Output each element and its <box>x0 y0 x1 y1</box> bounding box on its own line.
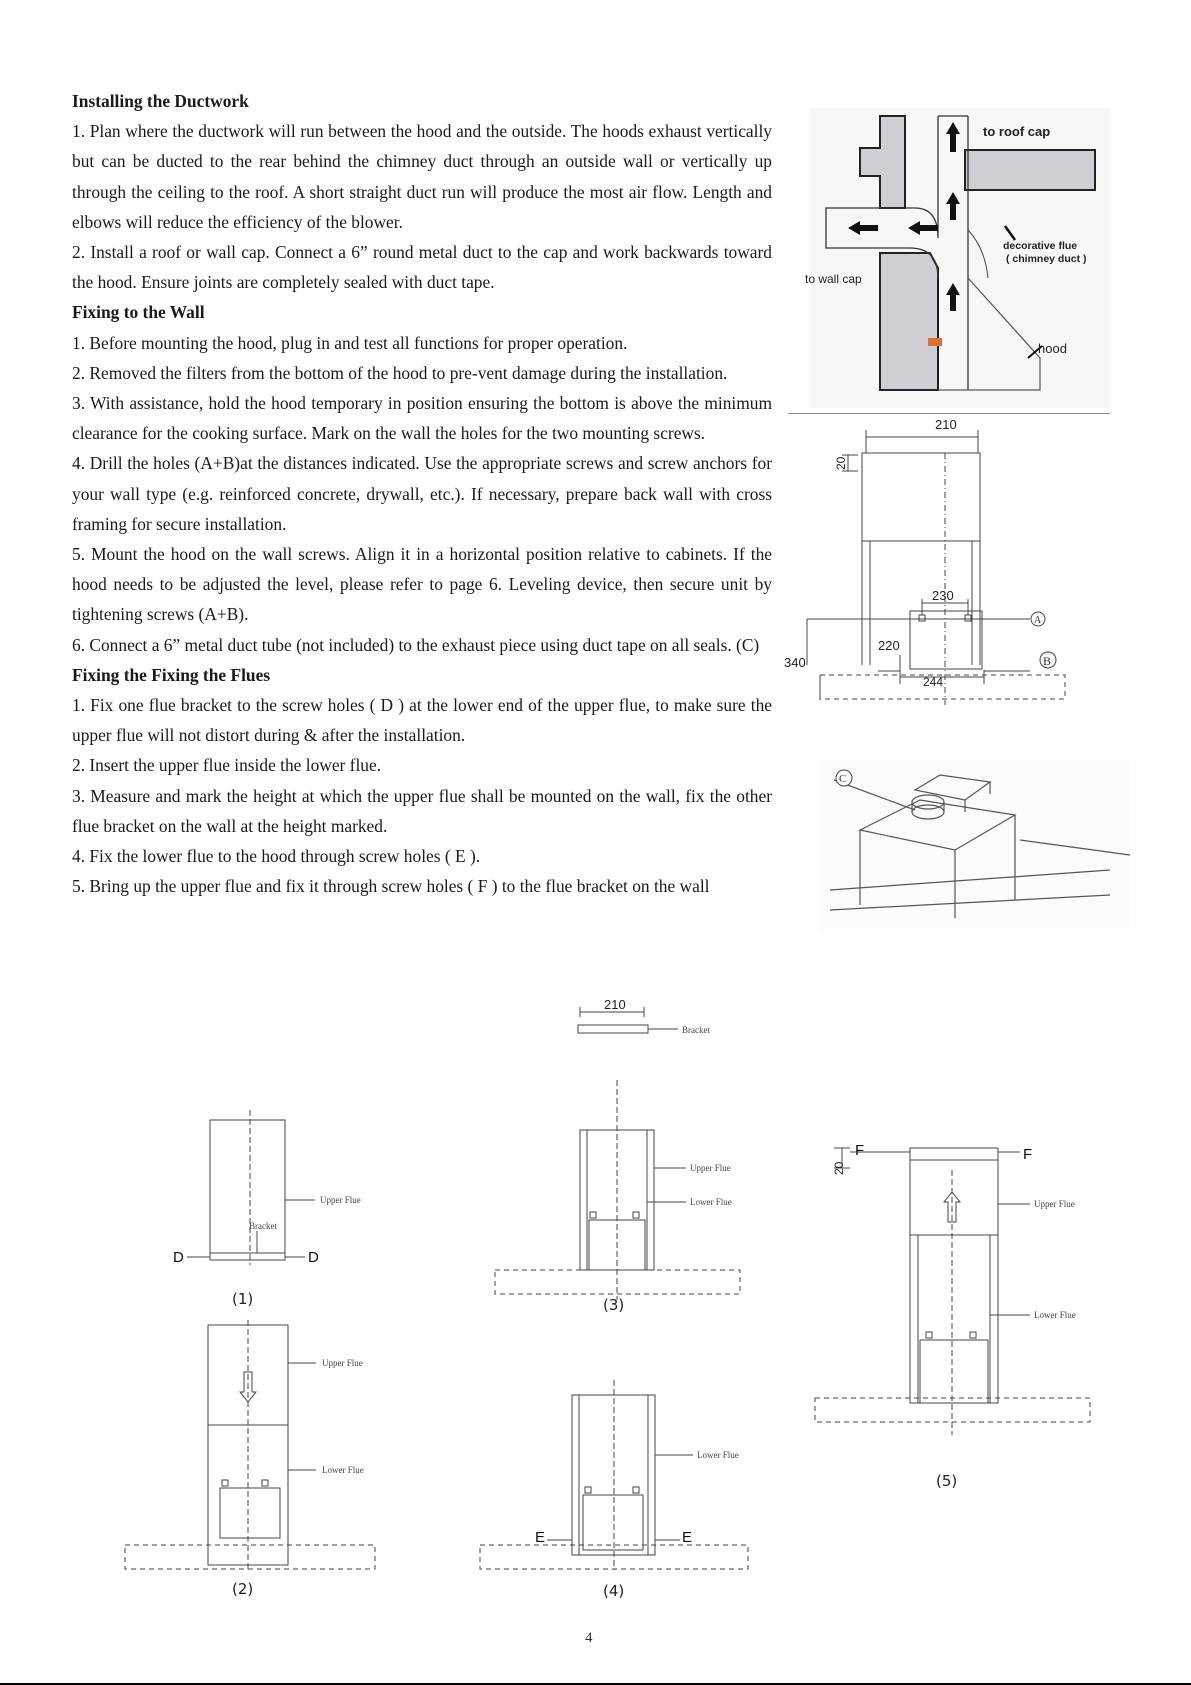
fig5-dim-20: 20 <box>832 1161 846 1175</box>
fig1-d-left: D <box>173 1249 184 1266</box>
ductwork-step-1: 1. Plan where the ductwork will run between the hood and the outside. The hoods exhaust vertically but can be ducted to the rear behind the chimney duct through an outside wall or vertically up through the ceiling to the roof. A short straight duct run will produce the most air flow. Length and elbows will reduce the efficiency of the blower. <box>72 121 772 232</box>
section-heading-ductwork: Installing the Ductwork <box>72 91 249 111</box>
to-wall-cap-label: to wall cap <box>805 272 862 286</box>
flue-step-4: 4. Fix the lower flue to the hood through screw holes ( E ). <box>72 846 481 867</box>
wall-step-3: 3. With assistance, hold the hood temporary in position ensuring the bottom is above the minimum clearance for the cooking surface. Mark on the wall the holes for the two mounting screws. <box>72 393 772 444</box>
flue-step-3: 3. Measure and mark the height at which the upper flue shall be mounted on the wall, fix the other flue bracket on the wall at the height marked. <box>72 785 772 836</box>
wall-step-2: 2. Removed the filters from the bottom of the hood to pre-vent damage during the installation. <box>72 362 728 383</box>
fig5-f-right: F <box>1023 1146 1033 1163</box>
flue-figure-5 <box>810 1130 1105 1435</box>
section-heading-flues: Fixing the Fixing the Flues <box>72 664 271 685</box>
instructions-text <box>72 86 772 901</box>
flue-step-5: 5. Bring up the upper flue and fix it through screw holes ( F ) to the flue bracket on the wall <box>72 876 710 897</box>
to-roof-cap-label: to roof cap <box>983 124 1051 139</box>
flue-step-1: 1. Fix one flue bracket to the screw holes ( D ) at the lower end of the upper flue, to make sure the upper flue will not distort during & after the installation. <box>72 695 772 746</box>
bracket-label: Bracket <box>682 1025 710 1035</box>
fig1-d-right: D <box>308 1249 319 1266</box>
screw-b-label: B <box>1043 654 1052 668</box>
flue-figure-2 <box>120 1320 390 1570</box>
bracket-dim-210: 210 <box>604 997 626 1012</box>
exhaust-c-label: C <box>839 773 847 785</box>
flue-figure-4 <box>475 1380 755 1570</box>
dim-340: 340 <box>784 655 806 670</box>
fig4-lower-flue-label: Lower Flue <box>697 1450 739 1460</box>
fig3-upper-flue-label: Upper Flue <box>690 1163 731 1173</box>
fig3-caption: (3) <box>603 1296 625 1314</box>
fig4-caption: (4) <box>603 1582 625 1600</box>
wall-step-4: 4. Drill the holes (A+B)at the distances indicated. Use the appropriate screws and screw anchors for your wall type (e.g. reinforced concrete, drywall, etc.). If necessary, prepare back wall with cross framing for secure installation. <box>72 453 772 534</box>
fig5-f-left: F <box>855 1142 865 1159</box>
fig5-caption: (5) <box>936 1472 958 1490</box>
fig2-upper-flue-label: Upper Flue <box>322 1358 363 1368</box>
dim-220: 220 <box>878 638 900 653</box>
dim-210: 210 <box>935 417 957 432</box>
decorative-flue-label: decorative flue <box>1003 240 1078 252</box>
dim-230: 230 <box>932 588 954 603</box>
fig4-e-right: E <box>682 1529 693 1546</box>
diagram-separator <box>788 413 1110 414</box>
screw-a-label: A <box>1034 615 1042 626</box>
fig1-bracket-label: Bracket <box>249 1221 277 1231</box>
wall-step-1: 1. Before mounting the hood, plug in and test all functions for proper operation. <box>72 332 628 353</box>
dim-20: 20 <box>834 456 848 470</box>
fig2-lower-flue-label: Lower Flue <box>322 1465 364 1475</box>
flue-figure-1 <box>165 1105 415 1265</box>
section-heading-wall: Fixing to the Wall <box>72 302 205 323</box>
wall-step-5: 5. Mount the hood on the wall screws. Align it in a horizontal position relative to cabinets. If the hood needs to be adjusted the level, please refer to page 6. Leveling device, then secure unit by tightening screws (A+B). <box>72 544 772 625</box>
fig2-caption: (2) <box>232 1580 254 1598</box>
fig5-lower-flue-label: Lower Flue <box>1034 1310 1076 1320</box>
exhaust-piece-diagram <box>820 760 1130 930</box>
fig3-lower-flue-label: Lower Flue <box>690 1197 732 1207</box>
flue-step-2: 2. Insert the upper flue inside the lower flue. <box>72 755 382 776</box>
flue-figure-3 <box>490 1080 750 1300</box>
ductwork-step-2: 2. Install a roof or wall cap. Connect a 6” round metal duct to the cap and work backwards toward the hood. Ensure joints are completely sealed with duct tape. <box>72 242 772 293</box>
bracket-figure <box>570 995 740 1055</box>
fig1-upper-flue-label: Upper Flue <box>320 1195 361 1205</box>
chimney-duct-label: ( chimney duct ) <box>1006 253 1087 265</box>
dim-244: 244 <box>923 675 944 689</box>
fig4-e-left: E <box>535 1529 546 1546</box>
page-number: 4 <box>585 1630 593 1646</box>
duct-routing-diagram <box>805 108 1110 408</box>
wall-step-6: 6. Connect a 6” metal duct tube (not included) to the exhaust piece using duct tape on all seals. (C) <box>72 634 760 655</box>
hood-label: hood <box>1038 341 1067 356</box>
mounting-dimension-diagram <box>784 415 1090 715</box>
fig5-upper-flue-label: Upper Flue <box>1034 1199 1075 1209</box>
fig1-caption: (1) <box>232 1290 254 1308</box>
